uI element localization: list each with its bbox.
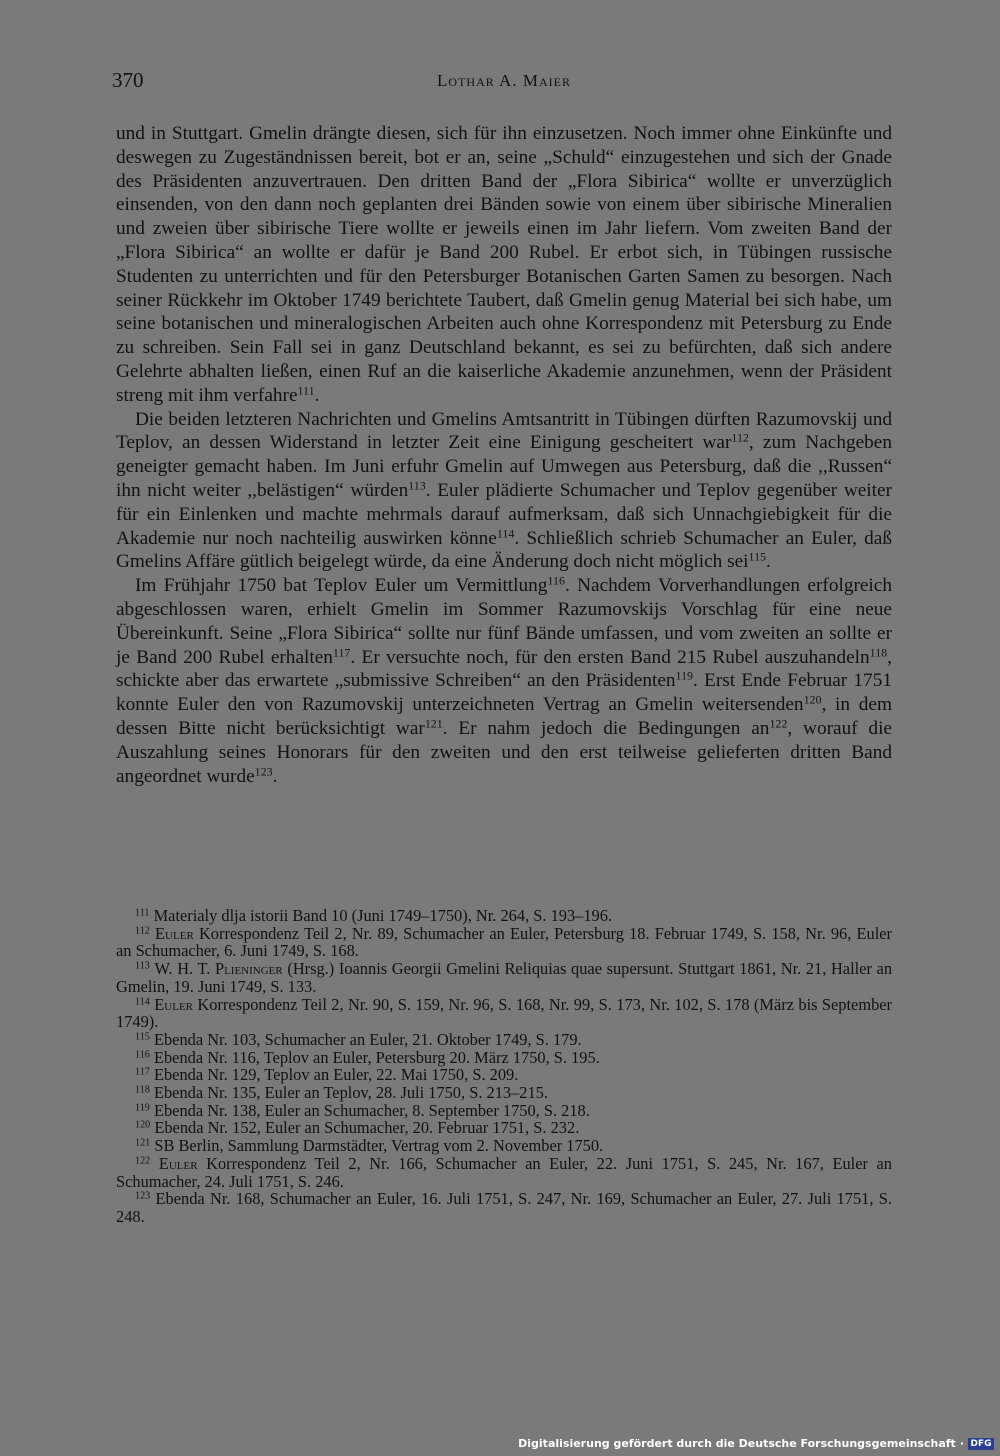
footnote: $^{122}$ Euler Korrespondenz Teil 2, Nr. 166, Schumacher an Euler, 22. Juni 1751, S. 245, Nr. 167, Euler an Schumacher, 24. Juli 1751, S. 246. bbox=[116, 1153, 892, 1191]
footnote: $^{115}$ Ebenda Nr. 103, Schumacher an Euler, 21. Oktober 1749, S. 179. bbox=[135, 1029, 582, 1049]
credit-separator: · bbox=[959, 1437, 964, 1450]
paragraph: Die beiden letzteren Nachrichten und Gmelins Amtsantritt in Tübingen dürften Razumovskij und Teplov, an dessen Widerstand in letzter Zeit eine Einigung gescheitert war$^{112}$, zum Nachgeben geneigter gemacht haben. Im Juni erfuhr Gmelin auf Umwegen aus Petersburg, daß die ,,Russen“ ihn nicht weiter ,,belästigen“ würden$^{113}$. Euler plädierte Schumacher und Teplov gegenüber weiter für ein Einlenken und machte mehrmals darauf aufmerksam, daß sich Unnachgiebigkeit für die Akademie nur noch nachteilig auswirken könne$^{114}$. Schließlich schrieb Schumacher an Euler, daß Gmelins Affäre gütlich beigelegt würde, da eine Änderung doch nicht möglich sei$^{115}$. bbox=[116, 408, 892, 573]
credit-text: Digitalisierung gefördert durch die Deutsche Forschungsgemeinschaft bbox=[518, 1437, 956, 1450]
footnote-ref: 117 bbox=[332, 644, 351, 659]
running-head: Lothar A. Maier bbox=[437, 71, 571, 90]
footnote-ref: 122 bbox=[769, 716, 788, 731]
main-text bbox=[116, 122, 892, 788]
footnote: $^{117}$ Ebenda Nr. 129, Teplov an Euler, 22. Mai 1750, S. 209. bbox=[135, 1065, 519, 1085]
footnote: $^{119}$ Ebenda Nr. 138, Euler an Schumacher, 8. September 1750, S. 218. bbox=[135, 1100, 590, 1120]
footnote-ref: 115 bbox=[748, 549, 767, 564]
footnotes bbox=[116, 907, 892, 1226]
footnote-ref: 118 bbox=[869, 644, 888, 659]
paragraph: und in Stuttgart. Gmelin drängte diesen, sich für ihn einzusetzen. Noch immer ohne Einkünfte und deswegen zu Zugeständnissen bereit, bot er an, seine „Schuld“ einzugestehen und sich der Gnade des Präsidenten anzuvertrauen. Den dritten Band der „Flora Sibirica“ wollte er unverzüglich einsenden, von den dann noch geplanten drei Bänden sowie von einem über sibirische Mineralien und zweien über sibirische Tiere wollte er jeweils einen im Jahr liefern. Vom zweiten Band der „Flora Sibirica“ an wollte er dafür je Band 200 Rubel. Er erbot sich, in Tübingen russische Studenten zu unterrichten und für den Petersburger Botanischen Garten Samen zu besorgen. Nach seiner Rückkehr im Oktober 1749 berichtete Taubert, daß Gmelin genug Material bei sich habe, um seine botanischen und mineralogischen Arbeiten auch ohne Korrespondenz mit Petersburg zu Ende zu schreiben. Sein Fall sei in ganz Deutschland bekannt, es sei zu befürchten, daß sich andere Gelehrte abhalten ließen, einen Ruf an die kaiserliche Akademie anzunehmen, wenn der Präsident streng mit ihm verfahre$^{111}$. bbox=[116, 123, 892, 406]
footnote-ref: 111 bbox=[297, 383, 315, 398]
footnote-ref: 121 bbox=[424, 716, 443, 731]
footnote: $^{120}$ Ebenda Nr. 152, Euler an Schumacher, 20. Februar 1751, S. 232. bbox=[135, 1118, 580, 1138]
footnote: $^{116}$ Ebenda Nr. 116, Teplov an Euler, Petersburg 20. März 1750, S. 195. bbox=[135, 1047, 600, 1067]
footnote: $^{123}$ Ebenda Nr. 168, Schumacher an Euler, 16. Juli 1751, S. 247, Nr. 169, Schumacher an Euler, 27. Juli 1751, S. 248. bbox=[116, 1189, 892, 1226]
footnote-ref: 119 bbox=[675, 668, 694, 683]
footnote: $^{121}$ SB Berlin, Sammlung Darmstädter, Vertrag vom 2. November 1750. bbox=[135, 1136, 604, 1156]
page-header bbox=[112, 68, 896, 98]
page-number: 370 bbox=[112, 68, 144, 92]
footnote-ref: 112 bbox=[731, 430, 749, 445]
footnote-ref: 116 bbox=[547, 573, 565, 588]
footnote: $^{118}$ Ebenda Nr. 135, Euler an Teplov, 28. Juli 1750, S. 213–215. bbox=[135, 1083, 548, 1103]
dfg-logo-icon: DFG bbox=[968, 1438, 994, 1450]
paragraph: Im Frühjahr 1750 bat Teplov Euler um Vermittlung$^{116}$. Nachdem Vorverhandlungen erfolgreich abgeschlossen waren, erhielt Gmelin im Sommer Razumovskijs Vorschlag für eine neue Übereinkunft. Seine „Flora Sibirica“ sollte nur fünf Bände umfassen, und vom zweiten an sollte er je Band 200 Rubel erhalten$^{117}$. Er versuchte noch, für den ersten Band 215 Rubel auszuhandeln$^{118}$, schickte aber das erwartete „submissive Schreiben“ an den Präsidenten$^{119}$. Erst Ende Februar 1751 konnte Euler den von Razumovskij unterzeichneten Vertrag an Gmelin weitersenden$^{120}$, in dem dessen Bitte nicht berücksichtigt war$^{121}$. Er nahm jedoch die Bedingungen $an^{122}$, worauf die Auszahlung seines Honorars für den zweiten und den erst teilweise gelieferten dritten Band angeordnet wurde$^{123}$. bbox=[116, 573, 892, 787]
footnote-ref: 123 bbox=[254, 763, 273, 778]
footnote: $^{114}$ Euler Korrespondenz Teil 2, Nr. 90, S. 159, Nr. 96, S. 168, Nr. 99, S. 173, Nr. 102, S. 178 (März bis September 1749). bbox=[116, 994, 892, 1032]
footnote: $^{112}$ Euler Korrespondenz Teil 2, Nr. 89, Schumacher an Euler, Petersburg 18. Februar 1749, S. 158, Nr. 96, Euler an Schumacher, 6. Juni 1749, S. 168. bbox=[116, 923, 893, 961]
footnote: $^{111}$ Materialy dlja istorii Band 10 (Juni 1749–1750), Nr. 264, S. 193–196. bbox=[135, 906, 613, 925]
digitization-credit bbox=[518, 1437, 994, 1450]
footnote-ref: 120 bbox=[803, 692, 822, 707]
footnote-ref: 113 bbox=[408, 478, 426, 493]
footnote: $^{113}$ W. H. T. Plieninger (Hrsg.) Ioannis Georgii Gmelini Reliquias quae supersunt. Stuttgart 1861, Nr. 21, Haller an Gmelin, 19. Juni 1749, S. 133. bbox=[116, 959, 893, 996]
footnote-ref: 114 bbox=[496, 525, 515, 540]
